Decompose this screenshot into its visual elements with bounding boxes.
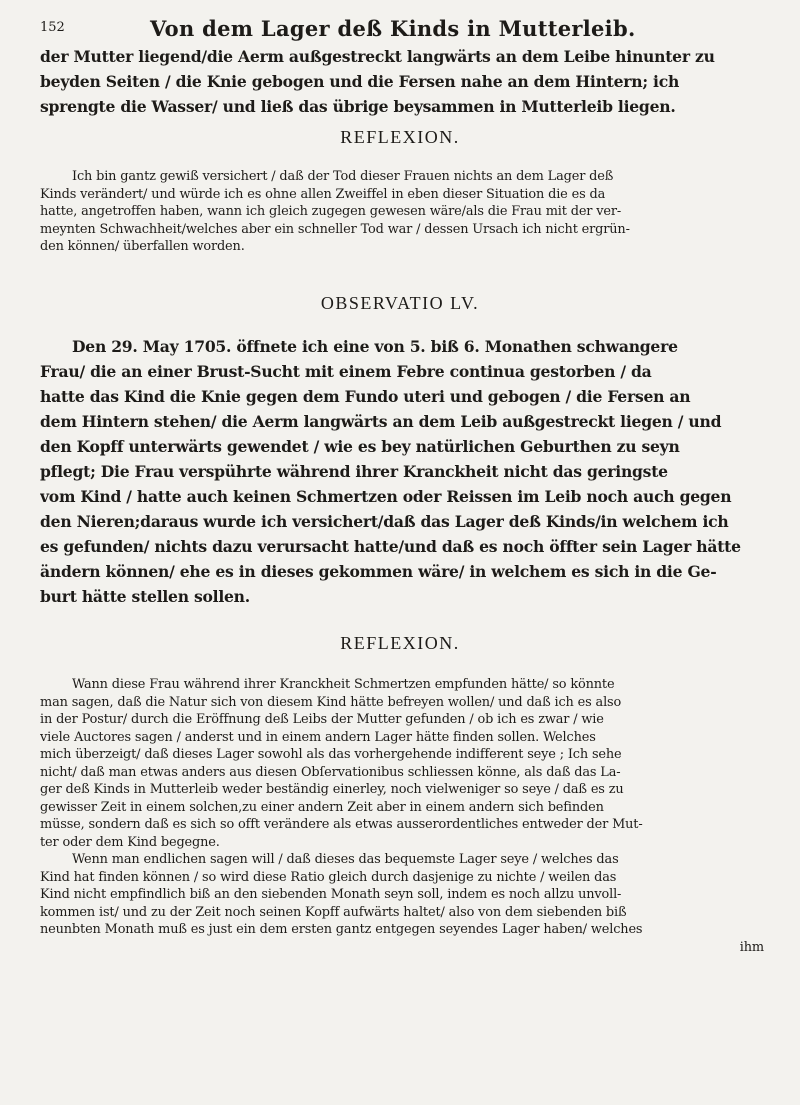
reflexion-heading-1: REFLEXION. (340, 127, 460, 147)
text-line: dem Hintern stehen/ die Aerm langwärts an dem Leib außgestreckt liegen / und (40, 412, 722, 431)
text-line: den Nieren;daraus wurde ich versichert/daß das Lager deß Kinds/in welchem ich (40, 512, 729, 531)
text-line: müsse, sondern daß es sich so offt verändere als etwas ausserordentliches entweder der Mut- (40, 817, 643, 832)
text-line: mich überzeigt/ daß dieses Lager sowohl als das vorhergehende indifferent seye ; Ich sehe (40, 747, 622, 762)
text-line: gewisser Zeit in einem solchen,zu einer andern Zeit aber in einem andern sich befinden (40, 799, 604, 815)
text-line: nicht/ daß man etwas anders aus diesen Obſervationibus schliessen könne, als daß das La- (40, 764, 621, 780)
text-line: man sagen, daß die Natur sich von diesem Kind hätte befreyen wollen/ und daß ich es also (40, 694, 622, 710)
text-line: den Kopff unterwärts gewendet / wie es bey natürlichen Geburthen zu seyn (40, 437, 680, 456)
text-line: neunbten Monath muß es just ein dem ersten gantz entgegen seyendes Lager haben/ welches (40, 922, 643, 937)
reflexion-2-paragraph (40, 676, 770, 956)
text-line: Frau/ die an einer Brust-Sucht mit einem Febre continua gestorben / da (40, 362, 652, 381)
text-line: hatte, angetroffen haben, wann ich gleich zugegen gewesen wäre/als die Frau mit der ver- (40, 204, 622, 219)
text-line: ter oder dem Kind begegne. (40, 834, 220, 850)
text-line: pflegt; Die Frau verspührte während ihrer Kranckheit nicht das geringste (40, 462, 668, 481)
intro-paragraph (40, 44, 770, 119)
text-line: kommen ist/ und zu der Zeit noch seinen Kopff aufwärts haltet/ also von dem siebenden biß (40, 904, 627, 920)
text-line: Wenn man endlichen sagen will / daß dieses das bequemste Lager seye / welches das (72, 852, 619, 867)
text-line: den können/ überfallen worden. (40, 239, 245, 254)
text-line: meynten Schwachheit/welches aber ein schneller Tod war / dessen Ursach ich nicht ergrün- (40, 221, 630, 237)
text-line: vom Kind / hatte auch keinen Schmertzen oder Reissen im Leib noch auch gegen (40, 487, 732, 506)
text-line: der Mutter liegend/die Aerm außgestreckt langwärts an dem Leibe hinunter zu (40, 47, 715, 66)
text-line: burt hätte stellen sollen. (40, 587, 250, 606)
text-line: ger deß Kinds in Mutterleib weder beständig einerley, noch vielweniger so seye / daß es zu (40, 782, 624, 797)
reflexion-heading-2: REFLEXION. (340, 633, 460, 653)
text-line: viele Auctores sagen / anderst und in einem andern Lager hätte finden sollen. Welches (40, 729, 596, 745)
page-header (40, 14, 760, 40)
text-line: Kind nicht empfindlich biß an den siebenden Monath seyn soll, indem es noch allzu unvoll- (40, 887, 622, 902)
text-line: hatte das Kind die Knie gegen dem Fundo uteri und gebogen / die Fersen an (40, 387, 691, 406)
text-line: Ich bin gantz gewiß versichert / daß der Tod dieser Frauen nichts an dem Lager deß (72, 169, 614, 184)
text-line: Kinds verändert/ und würde ich es ohne allen Zweiffel in eben dieser Situation die es da (40, 186, 606, 202)
page-number: 152 (40, 20, 65, 35)
text-line: sprengte die Wasser/ und ließ das übrige beysammen in Mutterleib liegen. (40, 97, 676, 116)
text-line: in der Postur/ durch die Eröffnung deß Leibs der Mutter gefunden / ob ich es zwar / wie (40, 712, 604, 727)
observatio-paragraph (40, 334, 770, 609)
text-line: Den 29. May 1705. öffnete ich eine von 5. biß 6. Monathen schwangere (72, 337, 678, 356)
text-line: Wann diese Frau während ihrer Kranckheit Schmertzen empfunden hätte/ so könnte (72, 677, 615, 692)
running-head: Von dem Lager deß Kinds in Mutterleib. (150, 16, 636, 41)
catchword: ihm (739, 939, 764, 955)
reflexion-1-paragraph (40, 168, 770, 256)
text-line: es gefunden/ nichts dazu verursacht hatte/und daß es noch öffter sein Lager hätte (40, 537, 741, 556)
text-line: Kind hat finden können / so wird diese Ratio gleich durch dasjenige zu nichte / weilen das (40, 869, 617, 885)
text-line: ändern können/ ehe es in dieses gekommen wäre/ in welchem es sich in die Ge- (40, 562, 717, 581)
observatio-heading: OBSERVATIO LV. (320, 293, 480, 313)
text-line: beyden Seiten / die Knie gebogen und die Fersen nahe an dem Hintern; ich (40, 72, 680, 91)
